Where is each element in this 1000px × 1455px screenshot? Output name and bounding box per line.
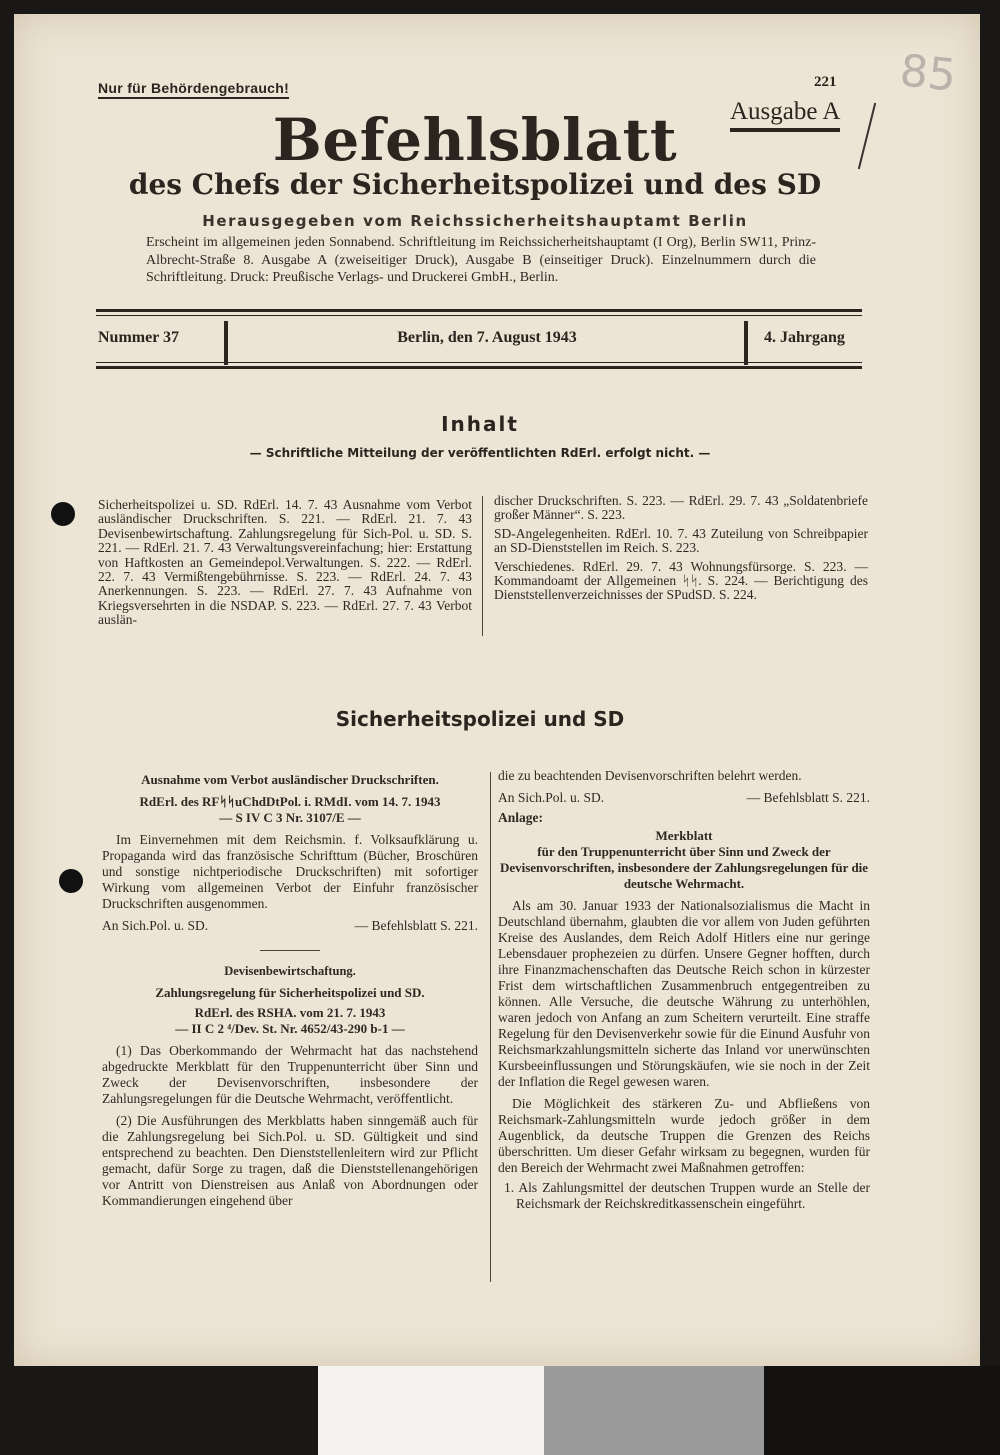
info-separator [744,321,748,365]
article-1-recipient: An Sich.Pol. u. SD. [102,918,209,933]
top-rule [96,309,862,312]
column-divider [482,496,483,636]
publisher-line: Herausgegeben vom Reichssicherheitshauptamt Berlin [202,212,748,230]
bottom-rule [96,366,862,369]
merkblatt-title: Merkblatt [655,828,713,843]
article-1-source: — Befehlsblatt S. 221. [354,918,478,933]
contents-heading: Inhalt [441,412,519,436]
document-title: Befehlsblatt [272,106,678,174]
issue-info-bar [96,321,862,363]
document-subtitle: des Chefs der Sicherheitspolizei und des SD [128,168,822,201]
article-2-subtitle: Zahlungsregelung für Sicherheitspolizei und SD. [155,985,425,1000]
contents-left-text: Sicherheitspolizei u. SD. RdErl. 14. 7. 43 Ausnahme vom Verbot ausländischer Druckschriften. S. 221. — RdErl. 21. 7. 43 Devisenbewirtschaftung. Zahlungsregelung für Sich-Pol. u. SD. S. 221. — RdErl. 21. 7. 43 Verwaltungsvereinfachung; hier: Erstattung von Haftkosten an Gemeindepol.Verwaltungen. S. 222. — RdErl. 22. 7. 43 Vermißtengebührnisse. S. 223. — RdErl. 24. 7. 43 Anerkennungen. S. 223. — RdErl. 27. 7. 43 Aufnahme von Kriegsversehrten in die NSDAP. S. 223. — RdErl. 27. 7. 43 Verbot auslän- [98,497,472,628]
info-separator [224,321,228,365]
attachment-label: Anlage: [498,810,543,825]
article-2-paragraph-1: (1) Das Oberkommando der Wehrmacht hat das nachstehend abgedruckte Merkblatt für den Truppenunterricht über Sinn und Zweck der Devisenvorschriften, insbesondere der Zahlungsregelungen für die Deutsche Wehrmacht, veröffentlicht. [102,1043,478,1106]
merkblatt-subtitle: für den Truppenunterricht über Sinn und Zweck der Devisenvorschriften, insbesondere der Zahlungsregelungen für die deutsche Wehrmacht. [499,844,869,891]
article-1-reference: RdErl. des RFᛋᛋuChdDtPol. i. RMdI. vom 14. 7. 1943 [139,794,441,809]
article-2-reference: RdErl. des RSHA. vom 21. 7. 1943 [194,1005,386,1020]
calibration-strip-white [318,1366,544,1455]
merkblatt-list-item-1: 1. Als Zahlungsmittel der deutschen Truppen wurde an Stelle der Reichsmark der Reichskreditkassenschein eingeführt. [504,1180,870,1211]
restricted-notice: Nur für Behördengebrauch! [98,80,289,99]
continuation-text: die zu beachtenden Devisenvorschriften belehrt werden. [498,768,802,783]
top-rule-thin [96,315,862,316]
article-2-file-number: — II C 2 ⁴/Dev. St. Nr. 4652/43-290 b-1 — [175,1021,405,1036]
contents-right-text-3: Verschiedenes. RdErl. 29. 7. 43 Wohnungsfürsorge. S. 223. — Kommandoamt der Allgemeinen ᛋᛋ. S. 224. — Berichtigung des Dienststellenverzeichnisses der SPudSD. S. 224. [494,558,868,603]
article-1-file-number: — S IV C 3 Nr. 3107/E — [219,810,361,825]
page-number: 221 [814,74,837,90]
article-divider [260,950,320,951]
article-2-paragraph-2: (2) Die Ausführungen des Merkblatts haben sinngemäß auch für die Zahlungsregelung bei Sich.Pol. u. SD. Gültigkeit und sind entsprechend zu beachten. Den Dienststellenleitern wird zur Pflicht gemacht, dafür Sorge zu tragen, daß die Dienststellenangehörigen vor Antritt von Dienstreisen aus Anlaß von Abordnungen oder Kommandierungen eingehend über [102,1113,478,1208]
article-1-signature [102,918,478,934]
left-article-column [102,772,478,1209]
merkblatt-paragraph-2: Die Möglichkeit des stärkeren Zu- und Abfließens von Reichsmark-Zahlungsmitteln wurde jedoch größer in dem Augenblick, da deutsche Truppen die Grenzen des Reichs überschritten. Um dieser Gefahr wirksam zu begegnen, wurden für den Bereich der Wehrmacht zwei Maßnahmen getroffen: [498,1096,870,1175]
issue-date: Berlin, den 7. August 1943 [397,329,577,346]
calibration-strip-dark [764,1366,1000,1455]
contents-note: — Schriftliche Mitteilung der veröffentlichten RdErl. erfolgt nicht. — [249,446,711,460]
document-page [14,14,980,1366]
edition-label: Ausgabe A [730,98,840,132]
article-2-recipient: An Sich.Pol. u. SD. [498,790,605,805]
issue-number: Nummer 37 [98,329,180,346]
article-1-body: Im Einvernehmen mit dem Reichsmin. f. Volksaufklärung u. Propaganda wird das französische Schrifttum (Bücher, Broschüren und sonstige nichtperiodische Druckschriften) mit sofortiger Wirkung vom allgemeinen Verbot der Einfuhr französischer Druckschriften ausgenommen. [102,832,478,911]
article-2-title: Devisenbewirtschaftung. [224,964,356,978]
contents-right-text-1: discher Druckschriften. S. 223. — RdErl. 29. 7. 43 „Soldatenbriefe großer Männer“. S. 223. [494,493,868,523]
article-2-signature [498,790,870,806]
article-2-source: — Befehlsblatt S. 221. [746,790,870,805]
punch-hole [59,869,83,893]
contents-right-text-2: SD-Angelegenheiten. RdErl. 10. 7. 43 Zuteilung von Schreibpapier an SD-Dienststellen im Reich. S. 223. [494,525,868,556]
handwritten-number: 85 [897,45,959,102]
section-heading: Sicherheitspolizei und SD [335,707,625,731]
right-article-column [498,768,870,1212]
publication-info: Erscheint im allgemeinen jeden Sonnabend. Schriftleitung im Reichssicherheitshauptamt (I Org), Berlin SW11, Prinz-Albrecht-Straße 8. Ausgabe A (zweiseitiger Druck), Ausgabe B (einseitiger Druck). Einzelnummern durch die Schriftleitung. Druck: Preußische Verlags- und Druckerei GmbH., Berlin. [146,235,816,285]
calibration-strip-gray [544,1366,764,1455]
punch-hole [51,502,75,526]
bottom-rule-thin [96,362,862,363]
contents-right-column [494,494,868,607]
contents-left-column [98,498,472,632]
article-1-title: Ausnahme vom Verbot ausländischer Druckschriften. [141,772,439,787]
merkblatt-paragraph-1: Als am 30. Januar 1933 der Nationalsozialismus die Macht in Deutschland übernahm, glaubten die vor allem von Juden geführten Kreise des Auslandes, dem Reich Adolf Hitlers eine nur geringe Lebensdauer prophezeien zu dürfen. Unsere Gegner hofften, durch ihre Finanzmachenschaften das Deutsche Reich schon in kürzester Frist dem wirtschaftlichen Zusammenbruch entgegentreiben zu können. Alle Versuche, die deutsche Währung zu unterhöhlen, waren jedoch von Anfang an zum Scheitern verurteilt. Eine straffe Regelung für den Devisenverkehr sowie für die Einund Ausfuhr von Reichsmarkzahlungsmitteln sicherte das Inland vor unerwünschten Kursbeeinflussungen und Störungskäufen, wie sie noch in der Zeit der Inflation die Regel gewesen waren. [498,898,870,1089]
issue-volume: 4. Jahrgang [764,329,845,346]
column-divider [490,772,491,1282]
